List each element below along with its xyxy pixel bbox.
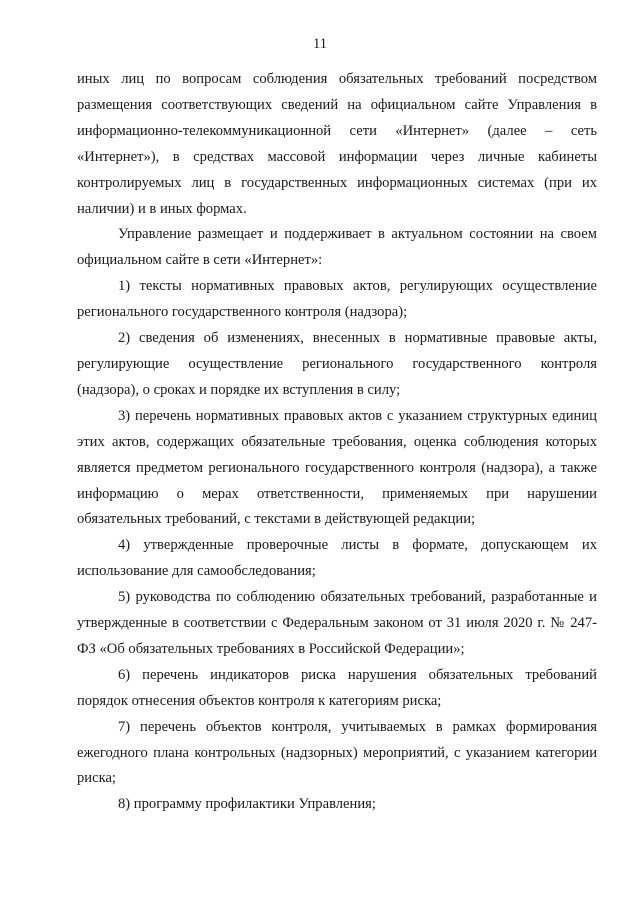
list-item-1: 1) тексты нормативных правовых актов, регулирующих осуществление регионального государственного контроля (надзора); [77,278,597,321]
list-item-5: 5) руководства по соблюдению обязательных требований, разработанные и утвержденные в соответствии с Федеральным законом от 31 июля 2020 г. № 247-ФЗ «Об обязательных требованиях в Российской Федерации»; [77,589,597,657]
list-item-2: 2) сведения об изменениях, внесенных в нормативные правовые акты, регулирующие осуществление регионального государственного контроля (надзора), о сроках и порядке их вступления в силу; [77,330,597,398]
paragraph-continuation: иных лиц по вопросам соблюдения обязательных требований посредством размещения соответствующих сведений на официальном сайте Управления в информационно-телекоммуникационной сети «Интернет» (далее – сеть «Интернет»), в средствах массовой информации через личные кабинеты контролируемых лиц в государственных информационных системах (при их наличии) и в иных формах. [77,71,597,217]
list-item-7: 7) перечень объектов контроля, учитываемых в рамках формирования ежегодного плана контрольных (надзорных) мероприятий, с указанием категории риска; [77,718,597,787]
document-body [77,67,597,818]
list-item-3: 3) перечень нормативных правовых актов с указанием структурных единиц этих актов, содержащих обязательные требования, оценка соблюдения которых является предметом регионального государственного контроля (надзора), а также информацию о мерах ответственности, применяемых при нарушении обязательных требований, с текстами в действующей редакции; [77,407,597,528]
paragraph-intro: Управление размещает и поддерживает в актуальном состоянии на своем официальном сайте в сети «Интернет»: [77,226,597,269]
list-item-8: 8) программу профилактики Управления; [118,796,376,813]
list-item-4: 4) утвержденные проверочные листы в формате, допускающем их использование для самообследования; [77,537,597,580]
page-number: 11 [313,36,327,52]
list-item-6: 6) перечень индикаторов риска нарушения обязательных требований порядок отнесения объектов контроля к категориям риска; [77,666,597,709]
